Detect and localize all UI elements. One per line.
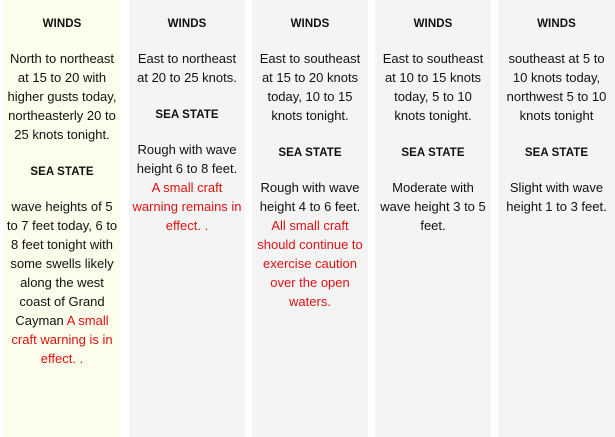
sea-state-text: Rough with wave height 6 to 8 feet. xyxy=(136,142,238,176)
small-craft-warning: A small craft warning is in effect. . xyxy=(11,313,113,366)
sea-state-heading: SEA STATE xyxy=(401,147,465,159)
sea-state-block xyxy=(131,140,243,235)
winds-text: East to southeast at 10 to 15 knots today, 5 to 10 knots tonight. xyxy=(382,51,484,123)
sea-state-heading: SEA STATE xyxy=(278,147,342,159)
winds-text: East to northeast at 20 to 25 knots. xyxy=(137,51,237,85)
sea-state-block xyxy=(500,178,613,216)
winds-heading: WINDS xyxy=(537,18,576,30)
winds-heading: WINDS xyxy=(167,18,207,30)
small-craft-caution: All small craft should continue to exercise caution over the open waters. xyxy=(257,218,363,309)
sea-state-heading: SEA STATE xyxy=(524,147,589,159)
winds-text: southeast at 5 to 10 knots today, northwest 5 to 10 knots tonight xyxy=(506,51,607,123)
forecast-column-day-3 xyxy=(252,0,368,437)
sea-state-block xyxy=(254,178,366,311)
forecast-column-day-5 xyxy=(498,0,615,437)
sea-state-text: Rough with wave height 4 to 6 feet. xyxy=(259,180,361,214)
sea-state-block xyxy=(6,197,118,368)
winds-heading: WINDS xyxy=(413,18,453,30)
sea-state-block xyxy=(377,178,489,235)
sea-state-text: Moderate with wave height 3 to 5 feet. xyxy=(380,180,486,233)
forecast-column-day-4 xyxy=(375,0,491,437)
winds-heading: WINDS xyxy=(42,18,82,30)
winds-text: East to southeast at 15 to 20 knots today, 10 to 15 knots tonight. xyxy=(259,51,361,123)
forecast-column-day-2 xyxy=(129,0,245,437)
sea-state-text: wave heights of 5 to 7 feet today, 6 to 8 feet tonight with some swells likely along the west coast of Grand Cayman xyxy=(6,199,118,328)
winds-heading: WINDS xyxy=(290,18,330,30)
sea-state-text: Slight with wave height 1 to 3 feet. xyxy=(506,180,607,214)
sea-state-heading: SEA STATE xyxy=(30,166,94,178)
small-craft-warning: A small craft warning remains in effect. . xyxy=(132,180,242,233)
forecast-column-day-1 xyxy=(4,0,120,437)
sea-state-heading: SEA STATE xyxy=(155,109,219,121)
winds-text: North to northeast at 15 to 20 with higher gusts today, northeasterly 20 to 25 knots tonight. xyxy=(7,51,117,142)
